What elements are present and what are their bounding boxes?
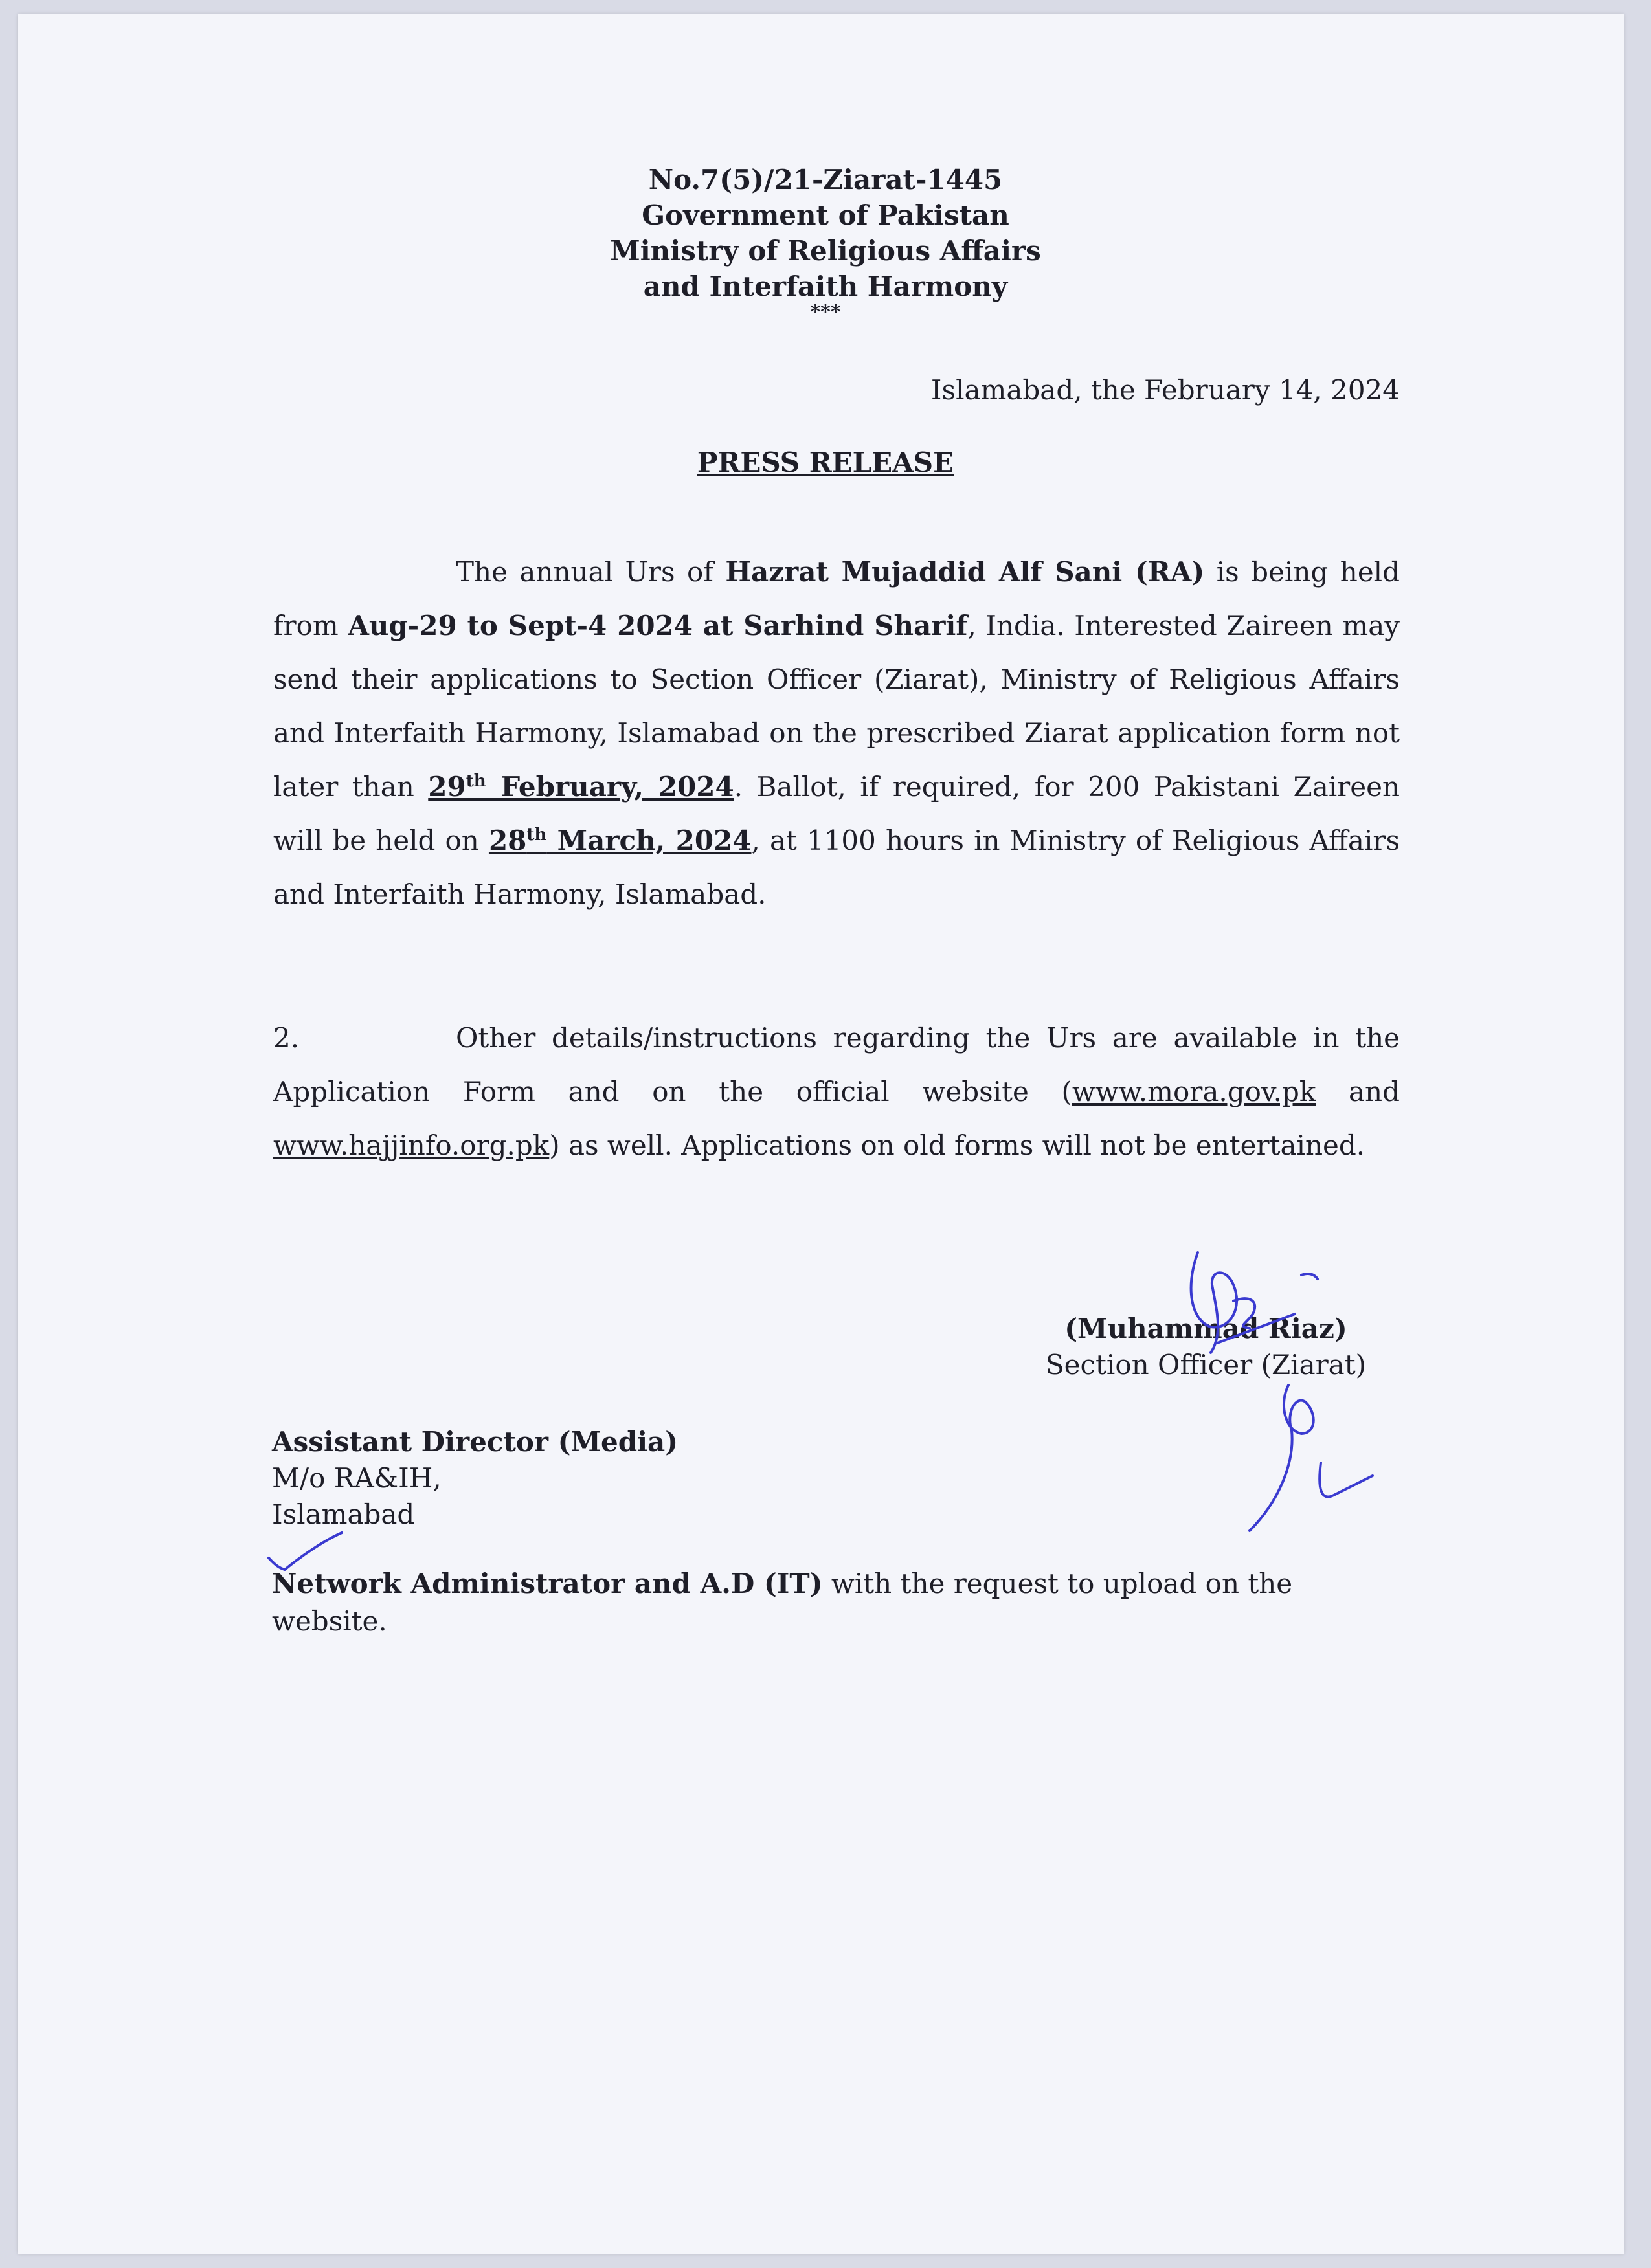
p1-text-1: The annual Urs of	[456, 556, 726, 588]
header-ministry: Ministry of Religious Affairs	[610, 235, 1041, 267]
p1-text-5: , at 1100 hours in Ministry of Religious Affairs and Interfaith Harmony, Islamabad.	[273, 825, 1400, 910]
p1-text-2: is being held from	[273, 556, 1400, 641]
signatory-designation: Section Officer (Ziarat)	[1045, 1349, 1366, 1381]
document-title: PRESS RELEASE	[697, 447, 954, 478]
header-stars: ***	[810, 301, 841, 324]
date-line: Islamabad, the February 14, 2024	[930, 374, 1400, 406]
copy-to-text: with the request to upload on the website.	[272, 1568, 1293, 1637]
p2-number: 2.	[273, 1022, 300, 1054]
header-ministry-cont: and Interfaith Harmony	[643, 271, 1008, 302]
p1-saint-name: Hazrat Mujaddid Alf Sani (RA)	[725, 556, 1205, 588]
p1-text-3: , India. Interested Zaireen may send their applications to Section Officer (Ziarat), Ministry of Religious Affairs and Interfaith Harmony, Islamabad on the prescribed Ziarat application form not later than	[273, 610, 1400, 803]
p1-ballot-date: 28th March, 2024	[488, 825, 752, 856]
p1-text-4: . Ballot, if required, for 200 Pakistani Zaireen will be held on	[273, 771, 1400, 856]
p1-deadline-date: 29th February, 2024	[428, 771, 734, 803]
recipient-line-2: Islamabad	[272, 1498, 415, 1530]
signatory-name: (Muhammad Riaz)	[1064, 1313, 1347, 1344]
link-mora[interactable]: www.mora.gov.pk	[1072, 1076, 1316, 1107]
p2-text-3: ) as well. Applications on old forms will not be entertained.	[549, 1129, 1365, 1161]
p2-text-1: Other details/instructions regarding the Urs are available in the Application Form and on the official website (	[273, 1022, 1400, 1107]
header-government: Government of Pakistan	[642, 199, 1009, 231]
recipient-title: Assistant Director (Media)	[272, 1426, 679, 1458]
recipient-line-1: M/o RA&IH,	[272, 1462, 442, 1494]
p2-text-2: and	[1316, 1076, 1400, 1107]
p1-event-dates: Aug-29 to Sept-4 2024 at Sarhind Sharif	[348, 610, 968, 641]
copy-to-recipient: Network Administrator and A.D (IT)	[272, 1568, 823, 1599]
link-hajjinfo[interactable]: www.hajjinfo.org.pk	[273, 1129, 550, 1161]
reference-number: No.7(5)/21-Ziarat-1445	[648, 164, 1003, 195]
